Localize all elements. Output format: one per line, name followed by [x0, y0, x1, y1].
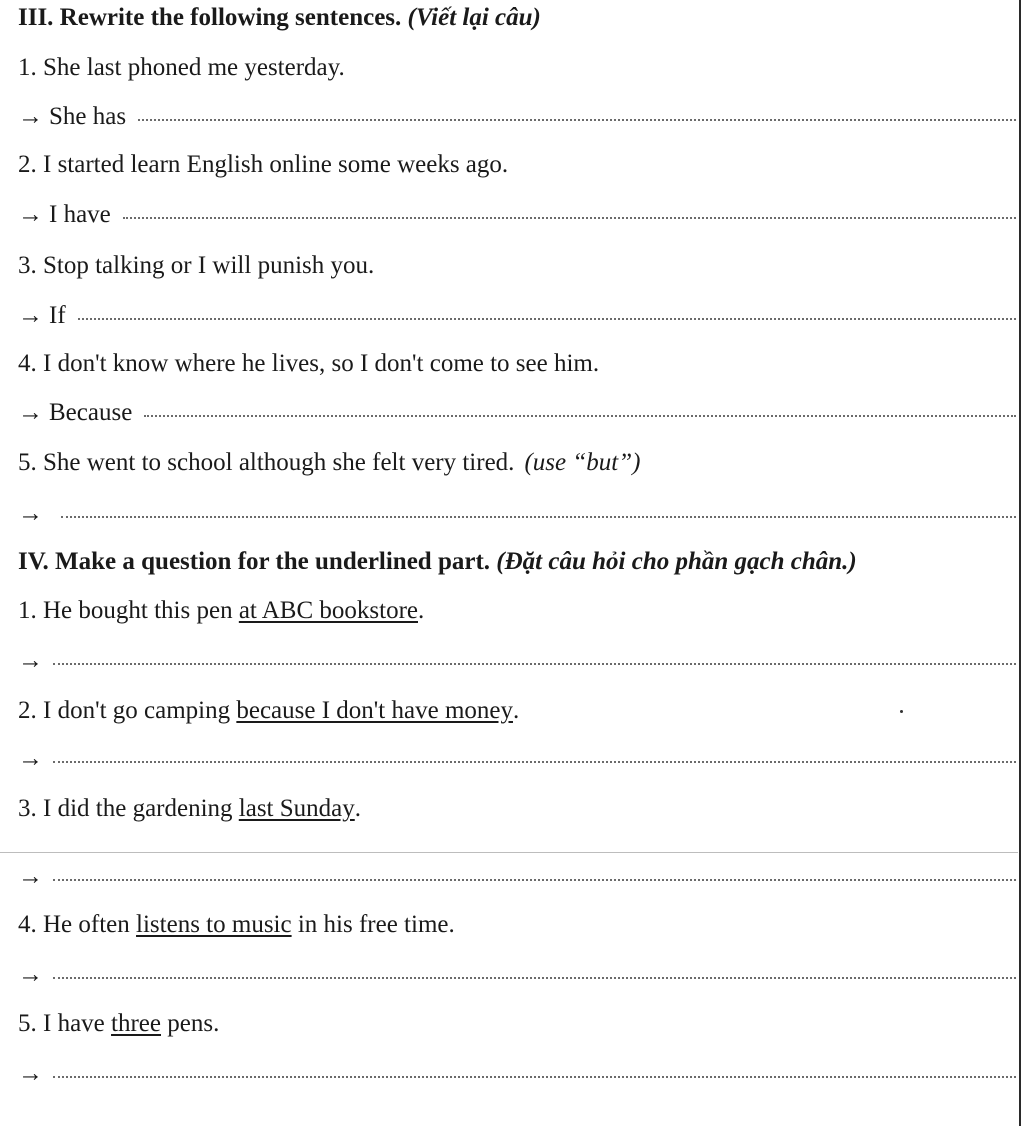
answer-blank[interactable]: [53, 976, 1016, 979]
page-divider: [0, 852, 1018, 853]
arrow-icon: →: [18, 647, 43, 674]
s4-sentence-4: [18, 911, 1016, 939]
sentence-text: 1. He bought this pen: [18, 597, 239, 624]
underlined-part: last Sunday: [238, 795, 355, 822]
arrow-icon: →: [18, 961, 43, 988]
arrow-icon: →: [18, 500, 43, 527]
s3-answer-1[interactable]: [18, 103, 1016, 131]
section-3-heading: [18, 4, 1016, 32]
s4-answer-1[interactable]: [18, 647, 1016, 675]
s3-answer-3[interactable]: [18, 302, 1016, 330]
sentence-text: 4. I don't know where he lives, so I don't come to see him.: [18, 350, 600, 377]
sentence-text: 4. He often: [18, 911, 137, 938]
speck-mark: [900, 710, 903, 713]
s3-answer-2[interactable]: [18, 201, 1016, 229]
arrow-icon: →: [18, 103, 43, 130]
underlined-part: listens to music: [136, 911, 292, 938]
sentence-text: 5. I have: [18, 1010, 112, 1037]
s4-sentence-1: [18, 597, 1016, 625]
sentence-text: 3. Stop talking or I will punish you.: [18, 252, 375, 279]
sentence-text: 3. I did the gardening: [18, 795, 239, 822]
sentence-hint: (use “but”): [524, 449, 641, 476]
s4-answer-2[interactable]: [18, 745, 1016, 773]
arrow-icon: →: [18, 302, 43, 329]
arrow-icon: →: [18, 863, 43, 890]
answer-blank[interactable]: [123, 216, 1016, 219]
answer-stem: I have: [49, 201, 111, 228]
underlined-part: at ABC bookstore: [238, 597, 418, 624]
answer-stem: Because: [49, 399, 133, 426]
answer-blank[interactable]: [53, 760, 1016, 763]
answer-blank[interactable]: [53, 662, 1016, 665]
sentence-end: in his free time.: [291, 911, 455, 938]
s4-answer-3[interactable]: [18, 863, 1016, 891]
s4-sentence-5: [18, 1010, 1016, 1038]
answer-blank[interactable]: [53, 878, 1016, 881]
sentence-text: 2. I started learn English online some weeks ago.: [18, 151, 509, 178]
arrow-icon: →: [18, 1060, 43, 1087]
s4-sentence-3: [18, 795, 1016, 823]
s3-sentence-2: [18, 151, 1016, 179]
underlined-part: three: [111, 1010, 161, 1037]
answer-blank[interactable]: [53, 1075, 1016, 1078]
arrow-icon: →: [18, 201, 43, 228]
section-4-title: IV. Make a question for the underlined part.: [18, 548, 491, 575]
section-4-note: (Đặt câu hỏi cho phần gạch chân.): [496, 548, 857, 575]
sentence-end: .: [418, 597, 425, 624]
answer-blank[interactable]: [138, 118, 1016, 121]
answer-blank[interactable]: [144, 414, 1016, 417]
arrow-icon: →: [18, 745, 43, 772]
s4-answer-5[interactable]: [18, 1060, 1016, 1088]
s3-sentence-5: [18, 449, 1016, 477]
s3-answer-5[interactable]: [18, 500, 1016, 528]
sentence-text: 1. She last phoned me yesterday.: [18, 54, 345, 81]
sentence-end: .: [512, 697, 520, 724]
s3-answer-4[interactable]: [18, 399, 1016, 427]
s4-sentence-2: [18, 697, 1016, 725]
section-3-note: (Viết lại câu): [407, 4, 541, 31]
answer-stem: She has: [49, 103, 127, 130]
arrow-icon: →: [18, 399, 43, 426]
underlined-part: because I don't have money: [236, 697, 513, 724]
section-4-heading: [18, 548, 1016, 576]
answer-blank[interactable]: [78, 317, 1016, 320]
sentence-text: 5. She went to school although she felt very tired.: [18, 449, 515, 476]
answer-stem: If: [49, 302, 66, 329]
answer-blank[interactable]: [61, 515, 1016, 518]
sentence-end: pens.: [161, 1010, 220, 1037]
s3-sentence-4: [18, 350, 1016, 378]
page-right-border: [1019, 0, 1021, 1126]
s4-answer-4[interactable]: [18, 961, 1016, 989]
section-3-title: III. Rewrite the following sentences.: [18, 4, 402, 31]
sentence-end: .: [354, 795, 361, 822]
s3-sentence-1: [18, 54, 1016, 82]
sentence-text: 2. I don't go camping: [18, 697, 237, 724]
s3-sentence-3: [18, 252, 1016, 280]
